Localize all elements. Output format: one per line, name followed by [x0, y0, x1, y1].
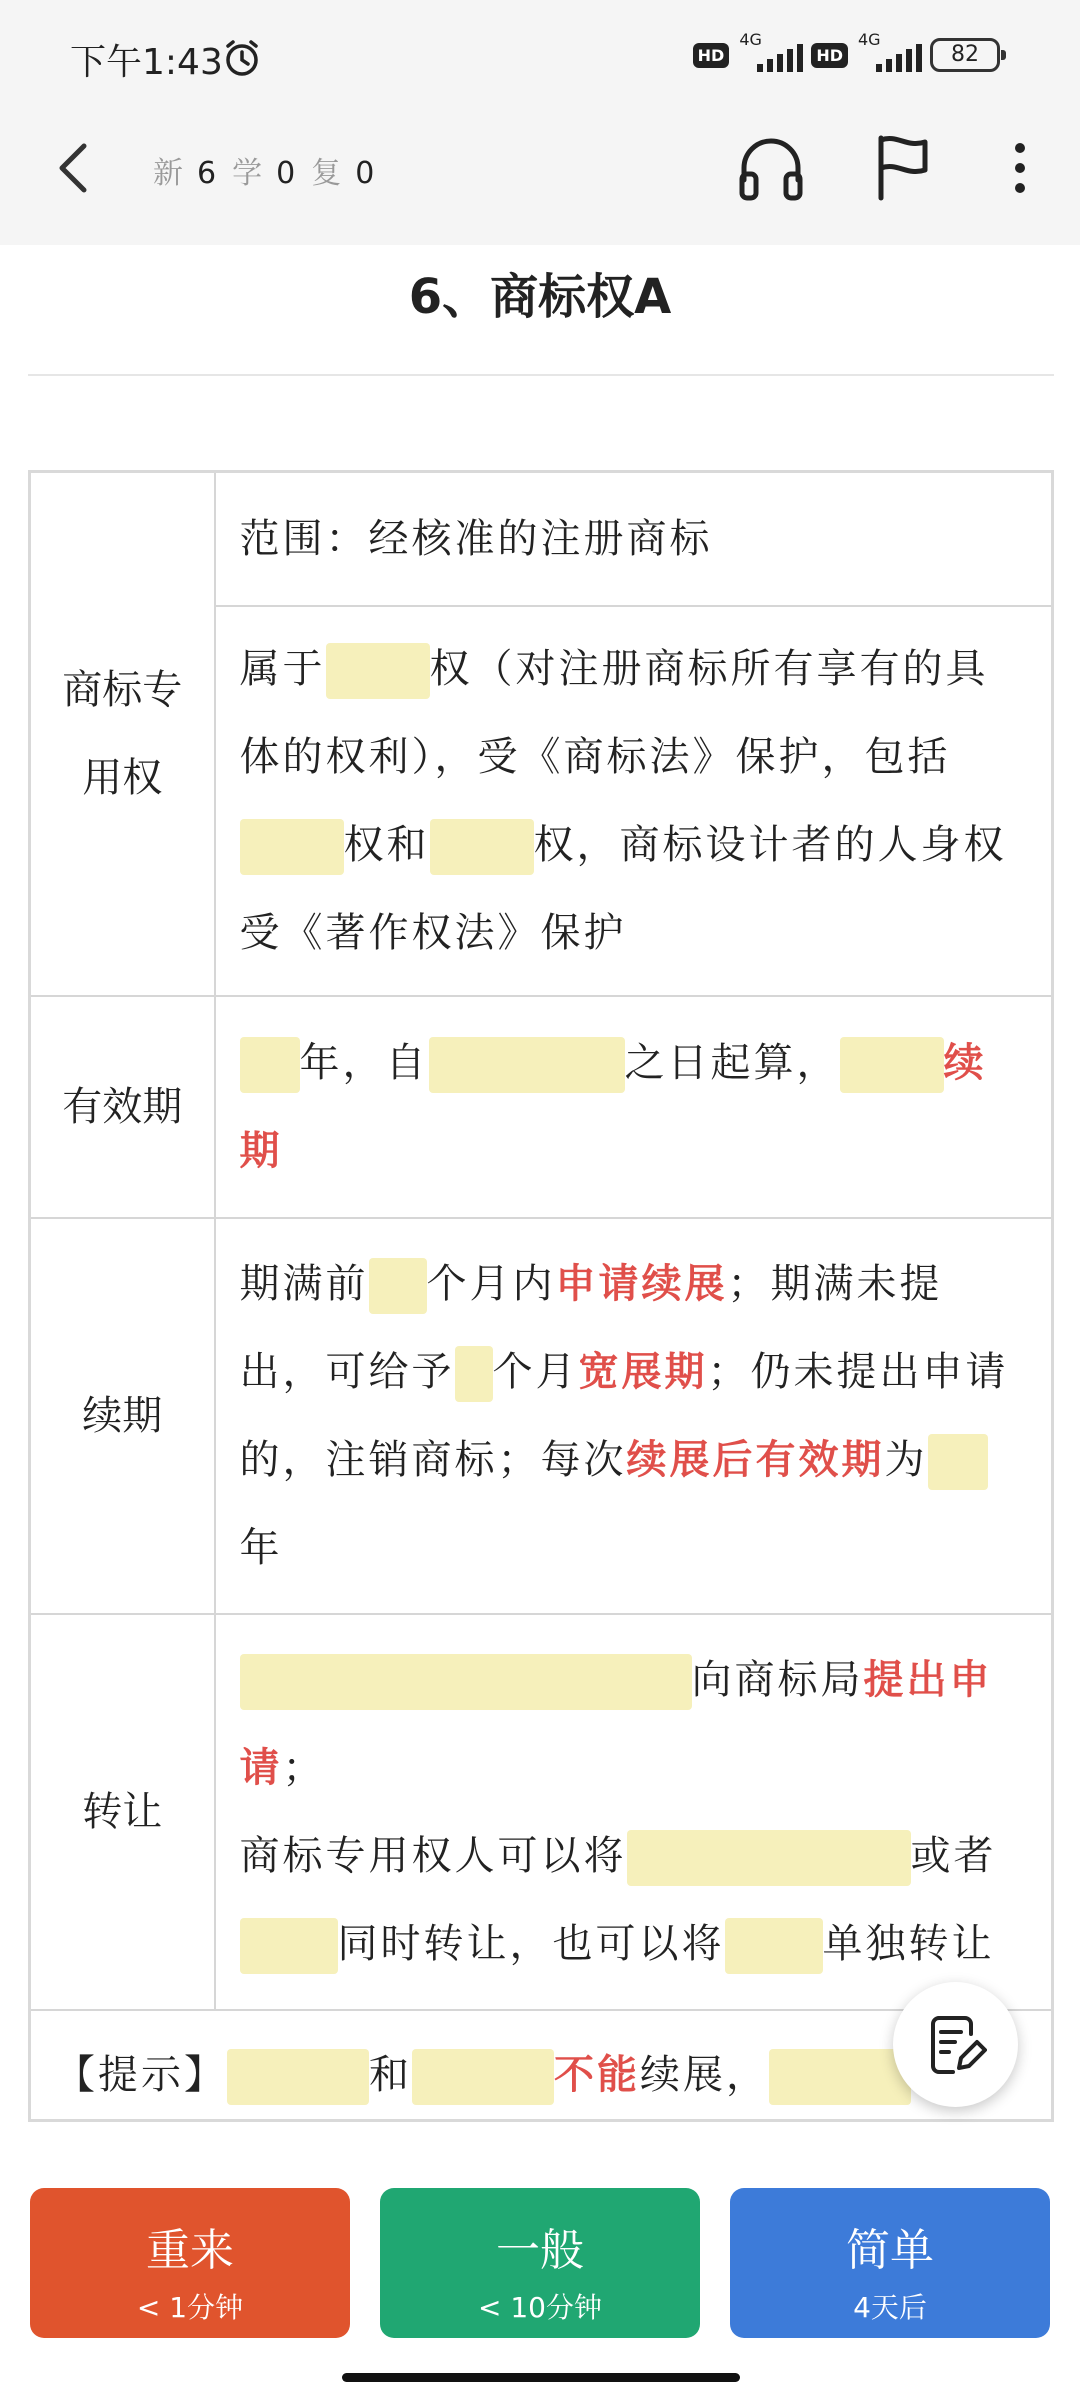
- good-button[interactable]: [380, 2188, 700, 2338]
- status-time: 下午1:43: [70, 42, 223, 83]
- easy-button[interactable]: [730, 2188, 1050, 2338]
- good-label: 一般: [496, 2225, 584, 2276]
- cloze-blank[interactable]: [240, 1037, 300, 1093]
- cloze-blank[interactable]: [240, 1654, 692, 1710]
- learn-label: 学: [232, 156, 263, 191]
- learn-count: 0: [276, 156, 296, 191]
- hd-badge: HD: [811, 43, 848, 68]
- title-divider: [28, 374, 1054, 376]
- cloze-blank[interactable]: [429, 1037, 625, 1093]
- headphones-icon[interactable]: [738, 132, 804, 202]
- battery-icon: 82: [930, 38, 1000, 72]
- cloze-blank[interactable]: [430, 819, 534, 875]
- cloze-blank[interactable]: [627, 1830, 911, 1886]
- card-content: [28, 470, 1054, 2170]
- cloze-blank[interactable]: [326, 643, 430, 699]
- row-label-validity: 有效期: [30, 996, 215, 1218]
- top-bar: [0, 120, 1080, 245]
- back-icon[interactable]: [50, 138, 100, 198]
- more-icon[interactable]: [1006, 140, 1034, 196]
- again-label: 重来: [146, 2225, 234, 2276]
- cloze-blank[interactable]: [769, 2049, 911, 2105]
- card-title: 6、商标权A: [408, 269, 672, 325]
- status-bar: [0, 0, 1080, 120]
- good-interval: < 10分钟: [478, 2291, 602, 2324]
- cloze-blank[interactable]: [455, 1346, 493, 1402]
- validity-cell: 年，自 之日起算， 续期: [215, 996, 1053, 1218]
- new-label: 新: [153, 156, 183, 191]
- scope-cell: [215, 472, 1053, 606]
- new-count: 6: [197, 156, 217, 191]
- rating-bar: [0, 2170, 1080, 2400]
- cloze-blank[interactable]: [240, 1918, 338, 1974]
- trademark-right-cell: 属于 权（对注册商标所有享有的具体的权利），受《商标法》保护，包括权和 权，商标设计者的人身权受《著作权法》保护: [215, 606, 1053, 996]
- edit-note-icon: [925, 2014, 987, 2076]
- review-count: 0: [355, 156, 375, 191]
- row-label-renewal: 续期: [30, 1218, 215, 1614]
- cloze-blank[interactable]: [369, 1258, 427, 1314]
- cloze-blank[interactable]: [412, 2049, 554, 2105]
- alarm-icon: [222, 38, 262, 78]
- row-label-trademark-right: 商标专 用权: [30, 472, 215, 996]
- cloze-blank[interactable]: [240, 819, 344, 875]
- review-label: 复: [311, 156, 342, 191]
- cloze-blank[interactable]: [725, 1918, 823, 1974]
- scope-text: 范围：经核准的注册商标: [239, 515, 713, 562]
- renewal-cell: 期满前 个月内申请续展；期满未提出，可给予 个月宽展期；仍未提出申请的，注销商标；每次续展后有效期为年: [215, 1218, 1053, 1614]
- signal-icon: 4G: [739, 36, 801, 74]
- status-indicators: [693, 30, 1000, 74]
- flag-icon[interactable]: [873, 132, 933, 202]
- cloze-blank[interactable]: [227, 2049, 369, 2105]
- again-button[interactable]: [30, 2188, 350, 2338]
- home-indicator[interactable]: [342, 2373, 740, 2382]
- again-interval: < 1分钟: [136, 2291, 244, 2324]
- cloze-blank[interactable]: [840, 1037, 944, 1093]
- hd-badge: HD: [693, 43, 730, 68]
- easy-label: 简单: [846, 2225, 934, 2276]
- easy-interval: 4天后: [853, 2291, 927, 2324]
- edit-note-button[interactable]: [893, 1982, 1018, 2107]
- tip-cell: 【提示】 和 不能续展，: [30, 2010, 1053, 2121]
- row-label-transfer: 转让: [30, 1614, 215, 2010]
- transfer-cell: 向商标局提出申请； 商标专用权人可以将 或者同时转让，也可以将 单独转让: [215, 1614, 1053, 2010]
- knowledge-table: [28, 470, 1054, 2122]
- cloze-blank[interactable]: [928, 1434, 988, 1490]
- signal-icon: 4G: [858, 36, 920, 74]
- study-counters: [153, 148, 390, 192]
